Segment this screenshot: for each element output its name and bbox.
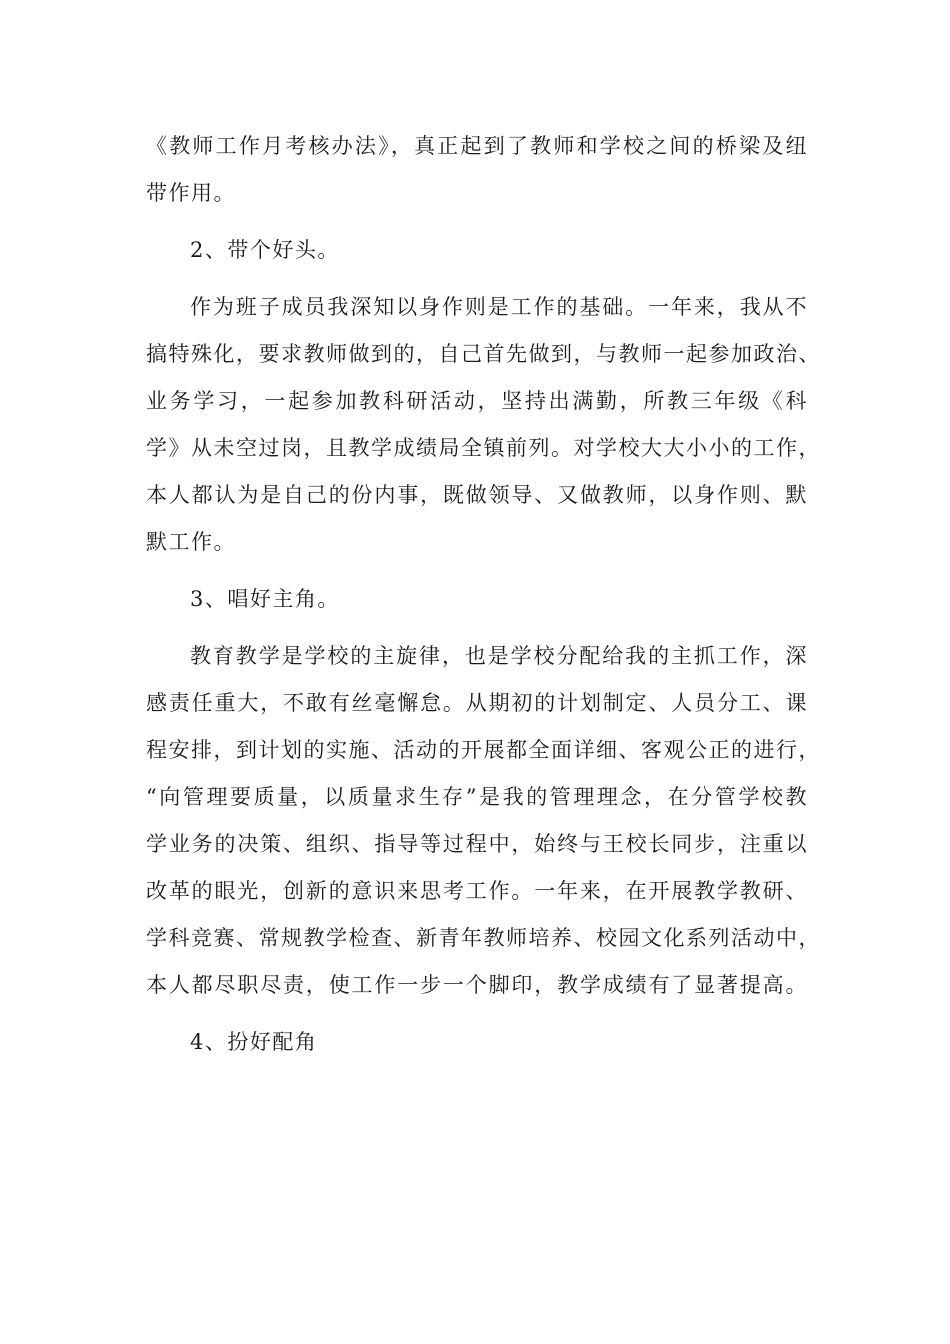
text-line: 学》从未空过岗，且教学成绩局全镇前列。对学校大大小小的工作，: [146, 436, 821, 460]
text-line: 搞特殊化，要求教师做到的，自己首先做到，与教师一起参加政治、: [146, 342, 821, 366]
document-body: [146, 123, 821, 1066]
text-line: 程安排，到计划的实施、活动的开展都全面详细、客观公正的进行，: [146, 738, 821, 762]
section-heading: 3、唱好主角。: [190, 587, 340, 611]
text-line: 教育教学是学校的主旋律，也是学校分配给我的主抓工作，深: [190, 644, 808, 668]
text-line: 本人都尽职尽责，使工作一步一个脚印，教学成绩有了显著提高。: [146, 973, 808, 997]
text-line: 改革的眼光，创新的意识来思考工作。一年来，在开展教学教研、: [146, 879, 808, 903]
text-line: 《教师工作月考核办法》，真正起到了教师和学校之间的桥梁及纽: [146, 134, 808, 158]
section-heading: 4、扮好配角: [190, 1030, 318, 1054]
text-line: 感责任重大，不敢有丝毫懈怠。从期初的计划制定、人员分工、课: [146, 691, 808, 715]
text-line: 业务学习，一起参加教科研活动，坚持出满勤，所教三年级《科: [146, 389, 808, 413]
text-line: 带作用。: [146, 181, 236, 205]
text-line: 学业务的决策、组织、指导等过程中，始终与王校长同步，注重以: [146, 832, 808, 856]
text-line: 本人都认为是自己的份内事，既做领导、又做教师，以身作则、默: [146, 483, 808, 507]
text-line: 作为班子成员我深知以身作则是工作的基础。一年来，我从不: [190, 295, 808, 319]
text-line: 学科竞赛、常规教学检查、新青年教师培养、校园文化系列活动中，: [146, 926, 821, 950]
text-line: 默工作。: [146, 530, 236, 554]
section-heading: 2、带个好头。: [190, 238, 340, 262]
text-line: “向管理要质量，以质量求生存”是我的管理理念，在分管学校教: [146, 785, 808, 809]
